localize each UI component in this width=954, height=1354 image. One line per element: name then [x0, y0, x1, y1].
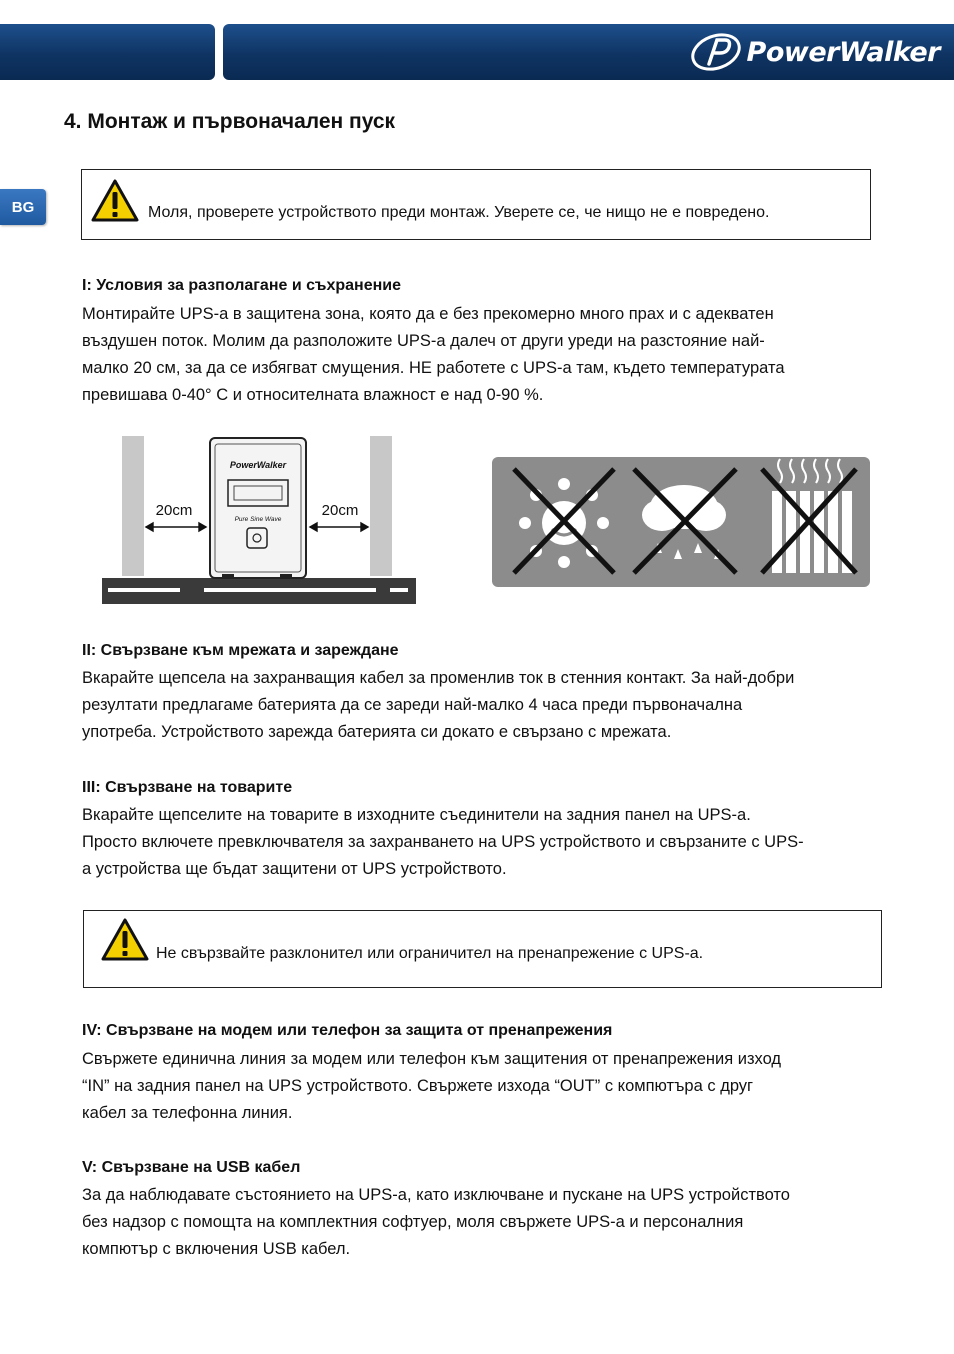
powerwalker-logo-icon: [689, 32, 743, 72]
section-2-body: [82, 665, 890, 746]
section-3-line: а устройства ще бъдат защитени от UPS устройството.: [82, 860, 507, 878]
section-4-line: кабел за телефонна линия.: [82, 1104, 293, 1122]
warning-middle-text: Не свързвайте разклонител или ограничител на пренапрежение с UPS-а.: [156, 945, 704, 962]
right-gap-arrow: [310, 523, 368, 531]
section-1-body: [82, 301, 890, 409]
warning-triangle-icon: [90, 178, 140, 224]
section-2-heading: II: Свързване към мрежата и зареждане: [82, 642, 399, 659]
sun-crossed-icon: [514, 469, 614, 573]
environment-restrictions: [492, 457, 870, 587]
section-1-heading: I: Условия за разполагане и съхранение: [82, 277, 401, 294]
section-2-line: Вкарайте щепсела на захранващия кабел за променлив ток в стенния контакт. За най-добри: [82, 669, 795, 687]
section-2-line: употреба. Устройството зарежда батерията си докато е свързано с мрежата.: [82, 723, 672, 741]
section-5-body: [82, 1182, 890, 1263]
section-4-heading: IV: Свързване на модем или телефон за защита от пренапрежения: [82, 1022, 613, 1039]
warning-top-text: Моля, проверете устройството преди монтаж. Уверете се, че нищо не е повредено.: [148, 204, 770, 221]
language-tab[interactable]: BG: [0, 189, 46, 225]
header-bar-left: [0, 24, 215, 80]
section-2-line: резултати предлагаме батерията да се зареди най-малко 4 часа преди първоначална: [82, 696, 743, 714]
section-5-line: За да наблюдавате състоянието на UPS-а, като изключване и пускане на UPS устройството: [82, 1186, 790, 1204]
header-bar-right: [223, 24, 954, 80]
section-5-line: компютър с включения USB кабел.: [82, 1240, 351, 1258]
section-4-body: [82, 1046, 890, 1127]
device-brand-label: PowerWalker: [229, 460, 287, 470]
brand-logo: [689, 32, 940, 72]
section-3-heading: III: Свързване на товарите: [82, 779, 293, 796]
right-gap-label: 20cm: [321, 502, 359, 519]
section-3-line: Просто включете превключвателя за захранването на UPS устройството и свързаните с UPS-: [82, 833, 804, 851]
left-gap-label: 20cm: [155, 502, 193, 519]
section-4-line: “IN” на задния панел на UPS устройството. Свържете изхода “OUT” с компютъра с друг: [82, 1077, 754, 1095]
left-gap-arrow: [146, 523, 206, 531]
ups-device: [210, 438, 306, 578]
section-5-line: без надзор с помощта на комплектния софтуер, моля свържете UPS-а и персоналния: [82, 1213, 744, 1231]
section-3-body: [82, 802, 890, 883]
page-title: 4. Монтаж и първоначален пуск: [64, 110, 396, 133]
warning-box-top: [81, 169, 871, 240]
section-1-line: Монтирайте UPS-а в защитена зона, която да е без прекомерно много прах и с адекватен: [82, 305, 774, 323]
section-4-line: Свържете единична линия за модем или телефон към защитения от пренапрежения изход: [82, 1050, 782, 1068]
brand-name: PowerWalker: [746, 36, 940, 68]
section-3-line: Вкарайте щепселите на товарите в изходните съединители на задния панел на UPS-а.: [82, 806, 751, 824]
section-1-line: въздушен поток. Молим да разположите UPS-а далеч от други уреди на разстояние най-: [82, 332, 765, 350]
placement-diagram: [100, 434, 418, 606]
section-1-line: превишава 0-40° C и относителната влажност е над 0-90 %.: [82, 386, 544, 404]
section-1-line: малко 20 см, за да се избягват смущения. НЕ работете с UPS-а там, където температурата: [82, 359, 785, 377]
warning-triangle-icon: [100, 917, 150, 963]
device-model-label: Pure Sine Wave: [234, 516, 282, 523]
left-wall: [122, 436, 144, 576]
warning-box-middle: [83, 910, 882, 988]
section-5-heading: V: Свързване на USB кабел: [82, 1159, 301, 1176]
right-wall: [370, 436, 392, 576]
